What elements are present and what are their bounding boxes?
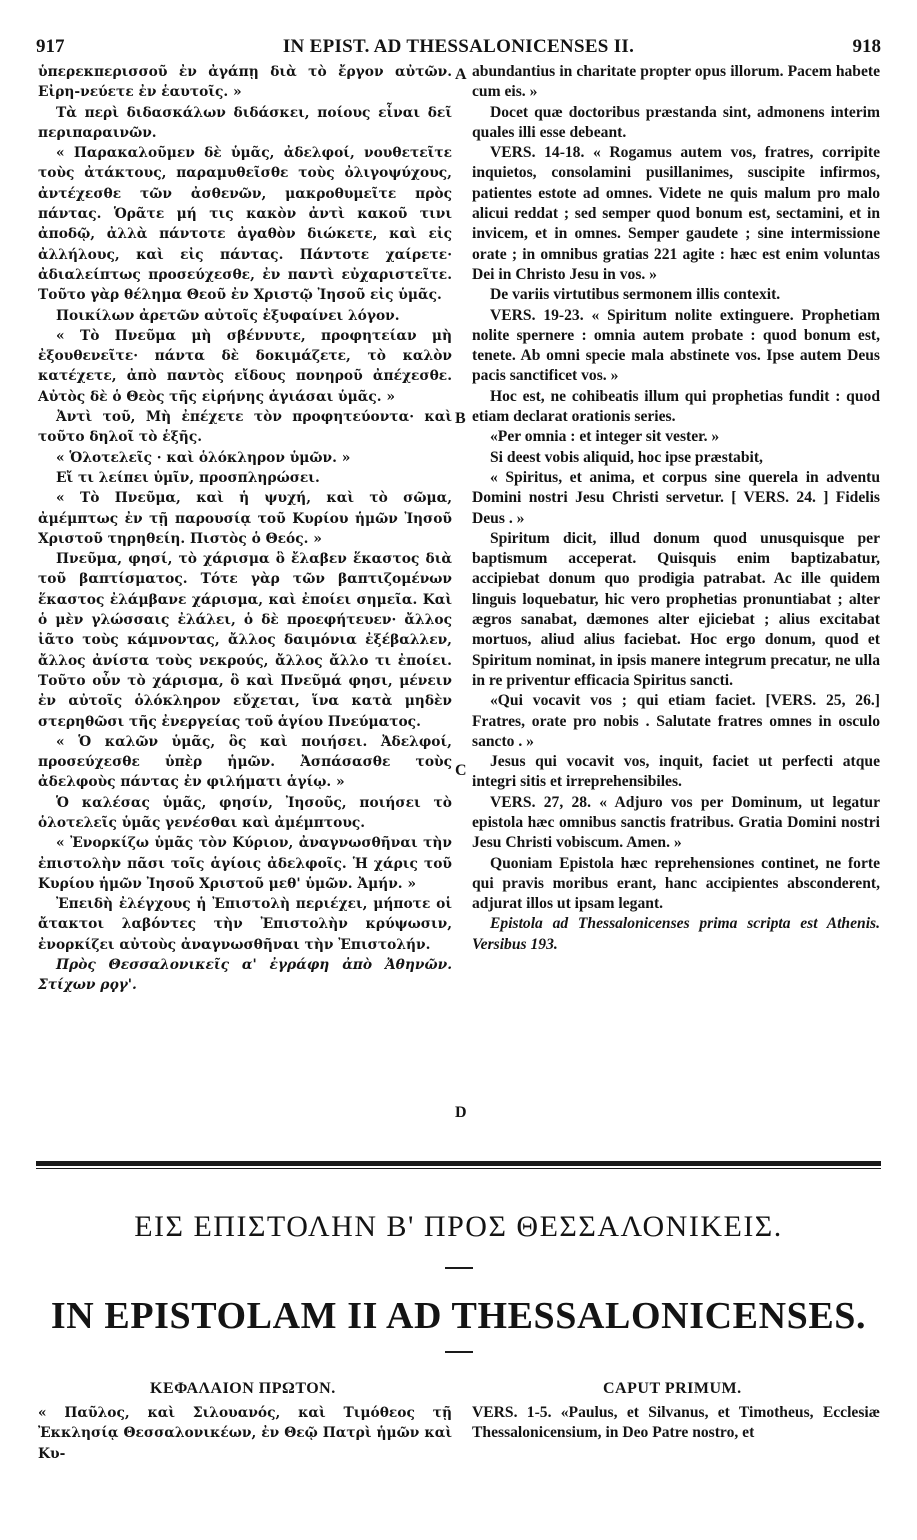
margin-letter-c: C bbox=[455, 762, 467, 779]
greek-paragraph: « Ἐνορκίζω ὑμᾶς τὸν Κύριον, ἀναγνωσθῆναι τὴν ἐπιστολὴν πᾶσι τοῖς ἁγίοις ἀδελφοῖς. Ἡ χάρις τοῦ Κυρίου ἡμῶν Ἰησοῦ Χριστοῦ μεθ' ὑμῶν. Ἀμήν. » bbox=[38, 835, 452, 892]
latin-title: IN EPISTOLAM II AD THESSALONICENSES. bbox=[50, 1295, 867, 1337]
greek-paragraph: « Τὸ Πνεῦμα μὴ σβέννυτε, προφητείαν μὴ ἐξουθενεῖτε· πάντα δὲ δοκιμάζετε, τὸ καλὸν κατέχετε, ἀπὸ παντὸς εἴδους πονηροῦ ἀπέχεσθε. Αὐτὸς δὲ ὁ Θεὸς τῆς εἰρήνης ἁγιάσαι ὑμᾶς. » bbox=[38, 327, 452, 405]
latin-chapter-heading: CAPUT PRIMUM. bbox=[603, 1380, 742, 1397]
latin-paragraph: «Qui vocavit vos ; qui etiam faciet. [VERS. 25, 26.] Fratres, orate pro nobis . Salutate fratres omnes in osculo sancto . » bbox=[472, 692, 880, 750]
latin-paragraph: Docet quæ doctoribus præstanda sint, admonens interim quales illi esse debeant. bbox=[472, 103, 880, 141]
section-rule-thick bbox=[36, 1161, 881, 1166]
greek-paragraph: Ἐπειδὴ ἐλέγχους ἡ Ἐπιστολὴ περιέχει, μήποτε οἱ ἄτακτοι λαβόντες τὴν Ἐπιστολὴν κρύψωσιν, ἐνορκίζει αὐτοὺς ἀναγνωσθῆναι τὴν Ἐπιστολήν. bbox=[38, 896, 452, 953]
margin-letter-a: A bbox=[455, 66, 467, 83]
latin-paragraph: « Spiritus, et anima, et corpus sine querela in adventu Domini nostri Jesu Christi servetur. [ VERS. 24. ] Fidelis Deus . » bbox=[472, 468, 880, 527]
greek-chapter-text: « Παῦλος, καὶ Σιλουανός, καὶ Τιμόθεος τῇ Ἐκκλησίᾳ Θεσσαλονικέων, ἐν Θεῷ Πατρὶ ἡμῶν καὶ Κυ- bbox=[38, 1405, 452, 1462]
latin-paragraph: VERS. 27, 28. « Adjuro vos per Dominum, ut legatur epistola hæc omnibus sanctis fratribus. Gratia Domini nostri Jesu Christi vobiscum. Amen. » bbox=[472, 793, 880, 852]
latin-paragraph: VERS. 19-23. « Spiritum nolite extinguere. Prophetiam nolite spernere : omnia autem probate : quod bonum est, tenete. Ab omni specie mala abstinete vos. Ipse autem Deus pacis sanctificet vos. » bbox=[472, 306, 880, 385]
running-header bbox=[36, 36, 881, 58]
latin-paragraph: «Per omnia : et integer sit vester. » bbox=[490, 428, 720, 446]
page-number-left: 917 bbox=[36, 36, 65, 57]
greek-paragraph: Ἀντὶ τοῦ, Μὴ ἐπέχετε τὸν προφητεύοντα· καὶ τοῦτο δηλοῖ τὸ ἑξῆς. bbox=[38, 409, 452, 446]
greek-paragraph: « Τὸ Πνεῦμα, καὶ ἡ ψυχή, καὶ τὸ σῶμα, ἀμέμπτως ἐν τῇ παρουσίᾳ τοῦ Κυρίου ἡμῶν Ἰησοῦ Χριστοῦ τηρηθείη. Πιστὸς ὁ Θεός. » bbox=[38, 490, 452, 547]
running-title: IN EPIST. AD THESSALONICENSES II. bbox=[282, 36, 635, 57]
latin-paragraph: Jesus qui vocavit vos, inquit, faciet ut perfecti atque integri sitis et irreprehensibiles. bbox=[472, 753, 880, 791]
latin-subscription: Epistola ad Thessalonicenses prima scripta est Athenis. Versibus 193. bbox=[472, 915, 880, 953]
greek-paragraph: Ποικίλων ἀρετῶν αὐτοῖς ἐξυφαίνει λόγον. bbox=[56, 307, 400, 324]
greek-paragraph: Πνεῦμα, φησί, τὸ χάρισμα ὃ ἔλαβεν ἕκαστος διὰ τοῦ βαπτίσματος. Τότε γὰρ τῶν βαπτιζομένων ἕκαστος ἐλάμβανε χάρισμα, καὶ ἐποίει σημεῖα. Καὶ ὁ μὲν γλώσσαις ἐλάλει, ὁ δὲ προεφήτευεν· ἄλλος ἰᾶτο τοὺς κάμνοντας, ἄλλος δαιμόνια ἐξέβαλλεν, ἄλλος ἀνίστα τοὺς νεκρούς, ἄλλος ἄλλο τι ἐποίει. Τοῦτο οὖν τὸ χάρισμα, ὃ καὶ Πνεῦμά φησι, μένειν ἐν αὐτοῖς ὁλόκληρον εὔχεται, ἵνα κατὰ μηδὲν στερηθῶσι τῆς ἐνεργείας τοῦ ἁγίου Πνεύματος. bbox=[38, 551, 452, 730]
title-divider bbox=[445, 1351, 473, 1353]
greek-paragraph: ὑπερεκπερισσοῦ ἐν ἀγάπῃ διὰ τὸ ἔργον αὐτῶν. Εἰρη-νεύετε ἐν ἑαυτοῖς. » bbox=[38, 64, 452, 101]
greek-paragraph: « Ὁλοτελεῖς · καὶ ὁλόκληρον ὑμῶν. » bbox=[56, 449, 351, 466]
greek-title: ΕΙΣ ΕΠΙΣΤΟΛΗΝ Β' ΠΡΟΣ ΘΕΣΣΑΛΟΝΙΚΕΙΣ. bbox=[134, 1210, 783, 1243]
margin-letter-b: B bbox=[455, 410, 466, 427]
greek-paragraph: Ὁ καλέσας ὑμᾶς, φησίν, Ἰησοῦς, ποιήσει τὸ ὁλοτελεῖς ὑμᾶς γενέσθαι καὶ ἀμέμπτους. bbox=[38, 794, 452, 831]
title-divider bbox=[445, 1267, 473, 1269]
greek-paragraph: « Ὁ καλῶν ὑμᾶς, ὃς καὶ ποιήσει. Ἀδελφοί, προσεύχεσθε ὑπὲρ ἡμῶν. Ἀσπάσασθε τοὺς ἀδελφοὺς πάντας ἐν φιλήματι ἁγίῳ. » bbox=[38, 733, 452, 791]
latin-chapter-text: VERS. 1-5. «Paulus, et Silvanus, et Timotheus, Ecclesiæ Thessalonicensium, in Deo Patre nostro, et bbox=[472, 1404, 880, 1442]
latin-paragraph: De variis virtutibus sermonem illis contexit. bbox=[490, 286, 781, 304]
greek-paragraph: « Παρακαλοῦμεν δὲ ὑμᾶς, ἀδελφοί, νουθετεῖτε τοὺς ἀτάκτους, παραμυθεῖσθε τοὺς ὀλιγοψύχους, ἀντέχεσθε τῶν ἀσθενῶν, μακροθυμεῖτε πρὸς πάντας. Ὁρᾶτε μή τις κακὸν ἀντὶ κακοῦ τινι ἀποδῷ, ἀλλὰ πάντοτε ἀγαθὸν διώκετε, καὶ εἰς ἀλλήλους, καὶ εἰς πάντας. Πάντοτε χαίρετε· ἀδιαλείπτως προσεύχεσθε, ἐν παντὶ εὐχαριστεῖτε. Τοῦτο γὰρ θέλημα Θεοῦ ἐν Χριστῷ Ἰησοῦ εἰς ὑμᾶς. bbox=[38, 145, 452, 304]
latin-column bbox=[472, 62, 880, 955]
page-number-right: 918 bbox=[852, 36, 881, 57]
greek-paragraph: Τὰ περὶ διδασκάλων διδάσκει, ποίους εἶναι δεῖ περιπαραινῶν. bbox=[38, 104, 452, 141]
latin-paragraph: abundantius in charitate propter opus illorum. Pacem habete cum eis. » bbox=[472, 63, 880, 101]
latin-paragraph: Quoniam Epistola hæc reprehensiones continet, ne forte qui pravis moribus erant, hanc accipientes absconderent, adjurat illos ut ipsam legant. bbox=[472, 854, 880, 913]
greek-column bbox=[38, 62, 452, 996]
latin-paragraph: Si deest vobis aliquid, hoc ipse præstabit, bbox=[490, 448, 763, 466]
latin-paragraph: Hoc est, ne cohibeatis illum qui prophetias fundit : quod etiam declarat orationis series. bbox=[472, 387, 880, 426]
section-rule-thin bbox=[36, 1168, 881, 1169]
greek-paragraph: Εἴ τι λείπει ὑμῖν, προσπληρώσει. bbox=[56, 469, 320, 486]
latin-paragraph: VERS. 14-18. « Rogamus autem vos, fratres, corripite inquietos, consolamini pusillanimes, suscipite infirmos, patientes estote ad omnes. Videte ne quis malum pro malo alicui reddat ; sed semper quod bonum est, sectamini, et in invicem, et in omnes. Semper gaudete ; sine intermissione orate ; in omnibus gratias 221 agite : hæc est enim voluntas Dei in Christo Jesu in vos. » bbox=[472, 144, 880, 283]
margin-letter-d: D bbox=[455, 1104, 467, 1121]
greek-subscription: Πρὸς Θεσσαλονικεῖς α' ἐγράφη ἀπὸ Ἀθηνῶν. Στίχων ρϙγ'. bbox=[38, 957, 452, 994]
latin-paragraph: Spiritum dicit, illud donum quod unusquisque per baptismum acceperat. Quisquis enim baptizabatur, accipiebat donum quo prodigia patrabat. Ac ille quidem linguis loquebatur, hic vero prophetias pronuntiabat ; alter ægros sanabat, dæmones alter ejiciebat ; alius excitabat mortuos, aliud alius faciebat. Hoc ergo donum, quod et Spiritum nominat, in ipsis manere integrum precatur, ne ulla in re priventur efficacia Spiritus sancti. bbox=[472, 529, 880, 689]
greek-chapter-heading: ΚΕΦΑΛΑΙΟΝ ΠΡΩΤΟΝ. bbox=[150, 1380, 336, 1397]
